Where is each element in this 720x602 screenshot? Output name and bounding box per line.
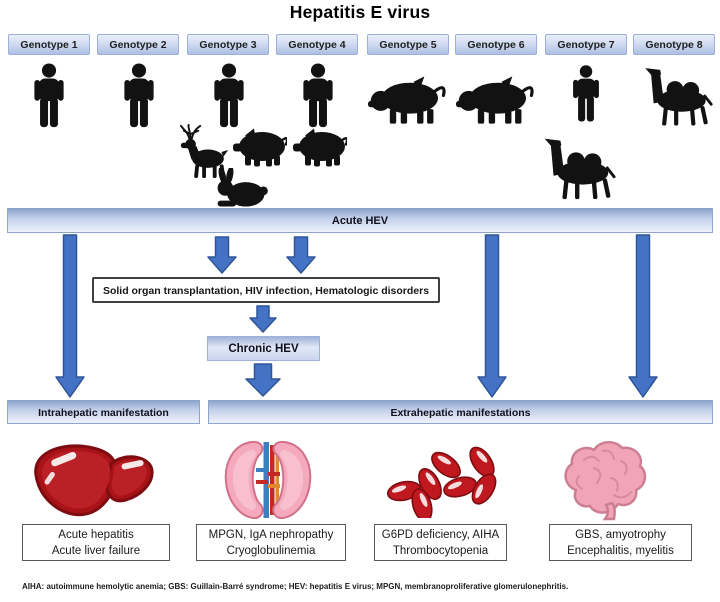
down-arrow-icon <box>286 236 316 274</box>
renal-outcomes-box <box>196 524 346 561</box>
down-arrow-icon <box>477 234 507 398</box>
human-icon <box>122 63 156 129</box>
outcome-line: Acute liver failure <box>51 545 141 557</box>
down-arrow-icon <box>249 305 277 333</box>
genotype-1-box: Genotype 1 <box>8 34 90 55</box>
outcome-line: MPGN, IgA nephropathy <box>208 529 334 541</box>
pig-icon <box>233 127 287 168</box>
wild-boar-icon <box>368 73 448 127</box>
intrahepatic-outcomes-box <box>22 524 170 561</box>
acute-hev-banner: Acute HEV <box>7 208 713 233</box>
genotype-4-box: Genotype 4 <box>276 34 358 55</box>
genotype-3-box: Genotype 3 <box>187 34 269 55</box>
genotype-7-box: Genotype 7 <box>545 34 627 55</box>
red-blood-cells-icon <box>382 444 498 518</box>
outcome-line: GBS, amyotrophy <box>575 529 666 541</box>
neurologic-outcomes-box <box>549 524 692 561</box>
outcome-line: Encephalitis, myelitis <box>567 545 674 557</box>
genotype-8-box: Genotype 8 <box>633 34 715 55</box>
camel-icon <box>636 64 714 126</box>
human-icon <box>32 63 66 129</box>
genotype-6-box: Genotype 6 <box>455 34 537 55</box>
genotype-5-box: Genotype 5 <box>367 34 449 55</box>
human-icon <box>212 63 246 129</box>
outcome-line: Acute hepatitis <box>58 529 134 541</box>
down-arrow-icon <box>207 236 237 274</box>
intrahepatic-banner: Intrahepatic manifestation <box>7 400 200 424</box>
chronic-hev-box: Chronic HEV <box>207 336 320 361</box>
rabbit-icon <box>212 168 270 207</box>
camel-icon <box>535 133 617 201</box>
wild-boar-icon <box>456 73 536 127</box>
page-title: Hepatitis E virus <box>289 2 431 22</box>
down-arrow-icon <box>628 234 658 398</box>
down-arrow-icon <box>55 234 85 398</box>
kidneys-icon <box>222 436 314 524</box>
outcome-line: Cryoglobulinemia <box>226 545 316 557</box>
abbreviations-footnote: AIHA: autoimmune hemolytic anemia; GBS: Guillain-Barré syndrome; HEV: hepatitis E virus; MPGN, membranoproliferative glomerulonephritis. <box>22 582 569 591</box>
genotype-2-box: Genotype 2 <box>97 34 179 55</box>
extrahepatic-banner: Extrahepatic manifestations <box>208 400 713 424</box>
liver-icon <box>28 437 160 525</box>
outcome-line: G6PD deficiency, AIHA <box>381 529 500 541</box>
human-icon <box>571 64 601 124</box>
hematologic-outcomes-box <box>374 524 507 561</box>
risk-factors-box: Solid organ transplantation, HIV infection, Hematologic disorders <box>92 277 440 303</box>
down-arrow-icon <box>245 363 281 397</box>
pig-icon <box>293 127 347 168</box>
outcome-line: Thrombocytopenia <box>392 545 489 557</box>
brain-icon <box>552 438 652 522</box>
human-icon <box>301 63 335 129</box>
